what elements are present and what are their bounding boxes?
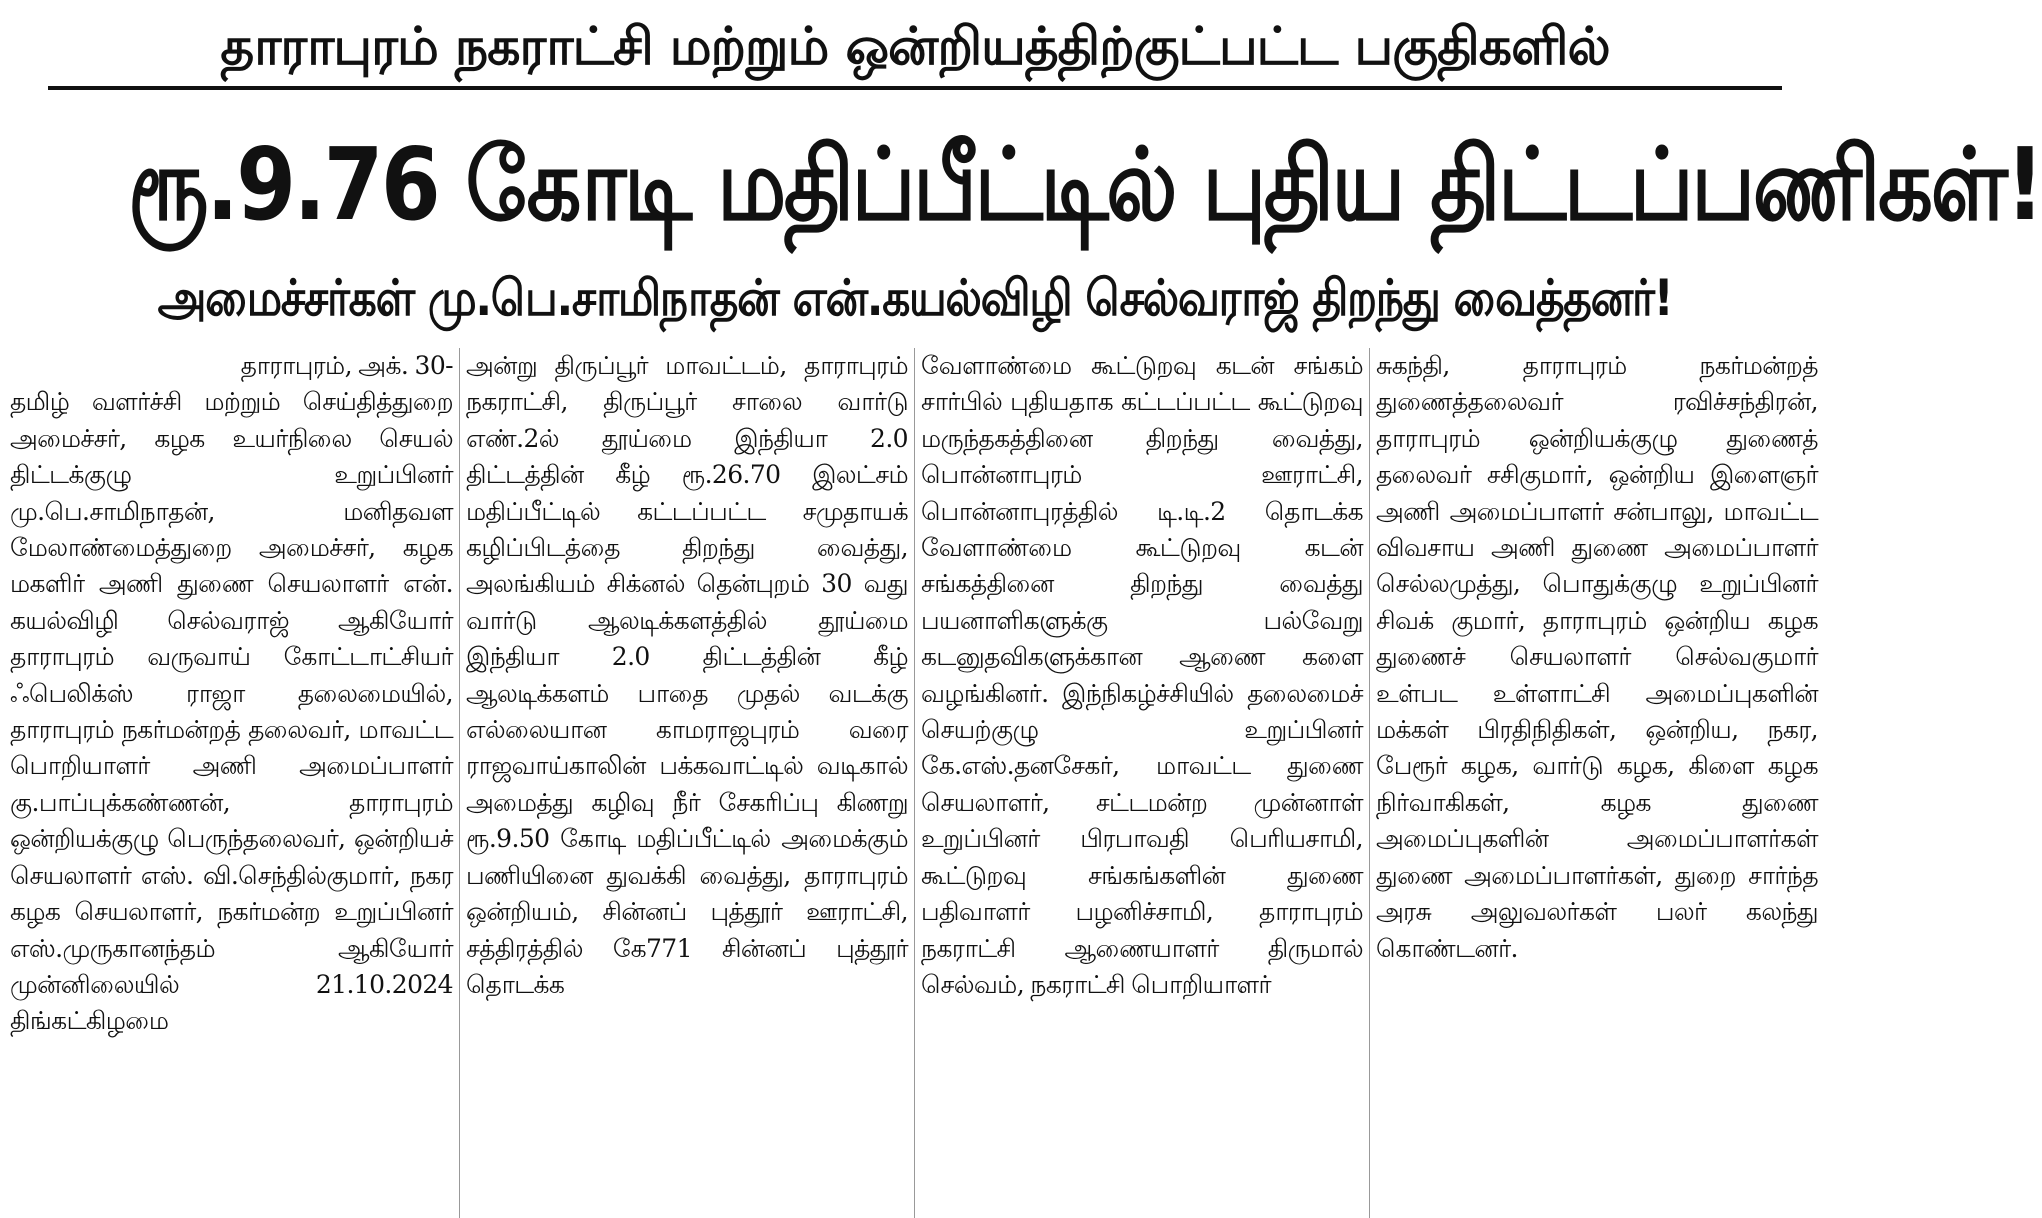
article-column-4	[1369, 348, 1824, 1218]
article-body	[4, 348, 1826, 1218]
sub-headline: அமைச்சர்கள் மு.பெ.சாமிநாதன் என்.கயல்விழி செல்வராஜ் திறந்து வைத்தனர்!	[157, 269, 1673, 327]
main-headline: ரூ.9.76 கோடி மதிப்பீட்டில் புதிய திட்டப்பணிகள்!	[128, 126, 2042, 243]
kicker-underline	[48, 86, 1782, 90]
dateline: தாராபுரம், அக். 30-	[240, 351, 453, 380]
article-column-3	[914, 348, 1369, 1218]
article-column-2	[459, 348, 914, 1218]
column-1-text: தமிழ் வளர்ச்சி மற்றும் செய்தித்துறை அமைச்சர், கழக உயர்நிலை செயல் திட்டக்குழு உறுப்பினர் மு.பெ.சாமிநாதன், மனிதவள மேலாண்மைத்துறை அமைச்சர், கழக மகளிர் அணி துணை செயலாளர் என். கயல்விழி செல்வராஜ் ஆகியோர் தாராபுரம் வருவாய் கோட்டாட்சியர் ஃபெலிக்ஸ் ராஜா தலைமையில், தாராபுரம் நகர்மன்றத் தலைவர், மாவட்ட பொறியாளர் அணி அமைப்பாளர் கு.பாப்புக்கண்ணன், தாராபுரம் ஒன்றியக்குழு பெருந்தலைவர், ஒன்றியச் செயலாளர் எஸ். வி.செந்தில்குமார், நகர கழக செயலாளர், நகர்மன்ற உறுப்பினர் எஸ்.முருகானந்தம் ஆகியோர் முன்னிலையில் 21.10.2024 திங்கட்கிழமை	[10, 387, 453, 1036]
column-3-text: வேளாண்மை கூட்டுறவு கடன் சங்கம் சார்பில் புதியதாக கட்டப்பட்ட கூட்டுறவு மருந்தகத்தினை திறந்து வைத்து, பொன்னாபுரம் ஊராட்சி, பொன்னாபுரத்தில் டி.டி.2 தொடக்க வேளாண்மை கூட்டுறவு கடன் சங்கத்தினை திறந்து வைத்து பயனாளிகளுக்கு பல்வேறு கடனுதவிகளுக்கான ஆணை களை வழங்கினர். இந்நிகழ்ச்சியில் தலைமைச் செயற்குழு உறுப்பினர் கே.எஸ்.தனசேகர், மாவட்ட துணை செயலாளர், சட்டமன்ற முன்னாள் உறுப்பினர் பிரபாவதி பெரியசாமி, கூட்டுறவு சங்கங்களின் துணை பதிவாளர் பழனிச்சாமி, தாராபுரம் நகராட்சி ஆணையாளர் திருமால் செல்வம், நகராட்சி பொறியாளர்	[921, 351, 1363, 999]
column-4-text: சுகந்தி, தாராபுரம் நகர்மன்றத் துணைத்தலைவர் ரவிச்சந்திரன், தாராபுரம் ஒன்றியக்குழு துணைத் தலைவர் சசிகுமார், ஒன்றிய இளைஞர் அணி அமைப்பாளர் சன்பாலு, மாவட்ட விவசாய அணி துணை அமைப்பாளர் செல்லமுத்து, பொதுக்குழு உறுப்பினர் சிவக் குமார், தாராபுரம் ஒன்றிய கழக துணைச் செயலாளர் செல்வகுமார் உள்பட உள்ளாட்சி அமைப்புகளின் மக்கள் பிரதிநிதிகள், ஒன்றிய, நகர, பேரூர் கழக, வார்டு கழக, கிளை கழக நிர்வாகிகள், கழக துணை அமைப்புகளின் அமைப்பாளர்கள் துணை அமைப்பாளர்கள், துறை சார்ந்த அரசு அலுவலர்கள் பலர் கலந்து கொண்டனர்.	[1376, 351, 1818, 963]
column-2-text: அன்று திருப்பூர் மாவட்டம், தாராபுரம் நகராட்சி, திருப்பூர் சாலை வார்டு எண்.2ல் தூய்மை இந்தியா 2.0 திட்டத்தின் கீழ் ரூ.26.70 இலட்சம் மதிப்பீட்டில் கட்டப்பட்ட சமுதாயக் கழிப்பிடத்தை திறந்து வைத்து, அலங்கியம் சிக்னல் தென்புறம் 30 வது வார்டு ஆலடிக்களத்தில் தூய்மை இந்தியா 2.0 திட்டத்தின் கீழ் ஆலடிக்களம் பாதை முதல் வடக்கு எல்லையான காமராஜபுரம் வரை ராஜவாய்காலின் பக்கவாட்டில் வடிகால் அமைத்து கழிவு நீர் சேகரிப்பு கிணறு ரூ.9.50 கோடி மதிப்பீட்டில் அமைக்கும் பணியினை துவக்கி வைத்து, தாராபுரம் ஒன்றியம், சின்னப் புத்தூர் ஊராட்சி, சத்திரத்தில் கே771 சின்னப் புத்தூர் தொடக்க	[466, 351, 908, 999]
kicker-headline: தாராபுரம் நகராட்சி மற்றும் ஒன்றியத்திற்குட்பட்ட பகுதிகளில்	[220, 17, 1610, 77]
article-column-1	[4, 348, 459, 1218]
